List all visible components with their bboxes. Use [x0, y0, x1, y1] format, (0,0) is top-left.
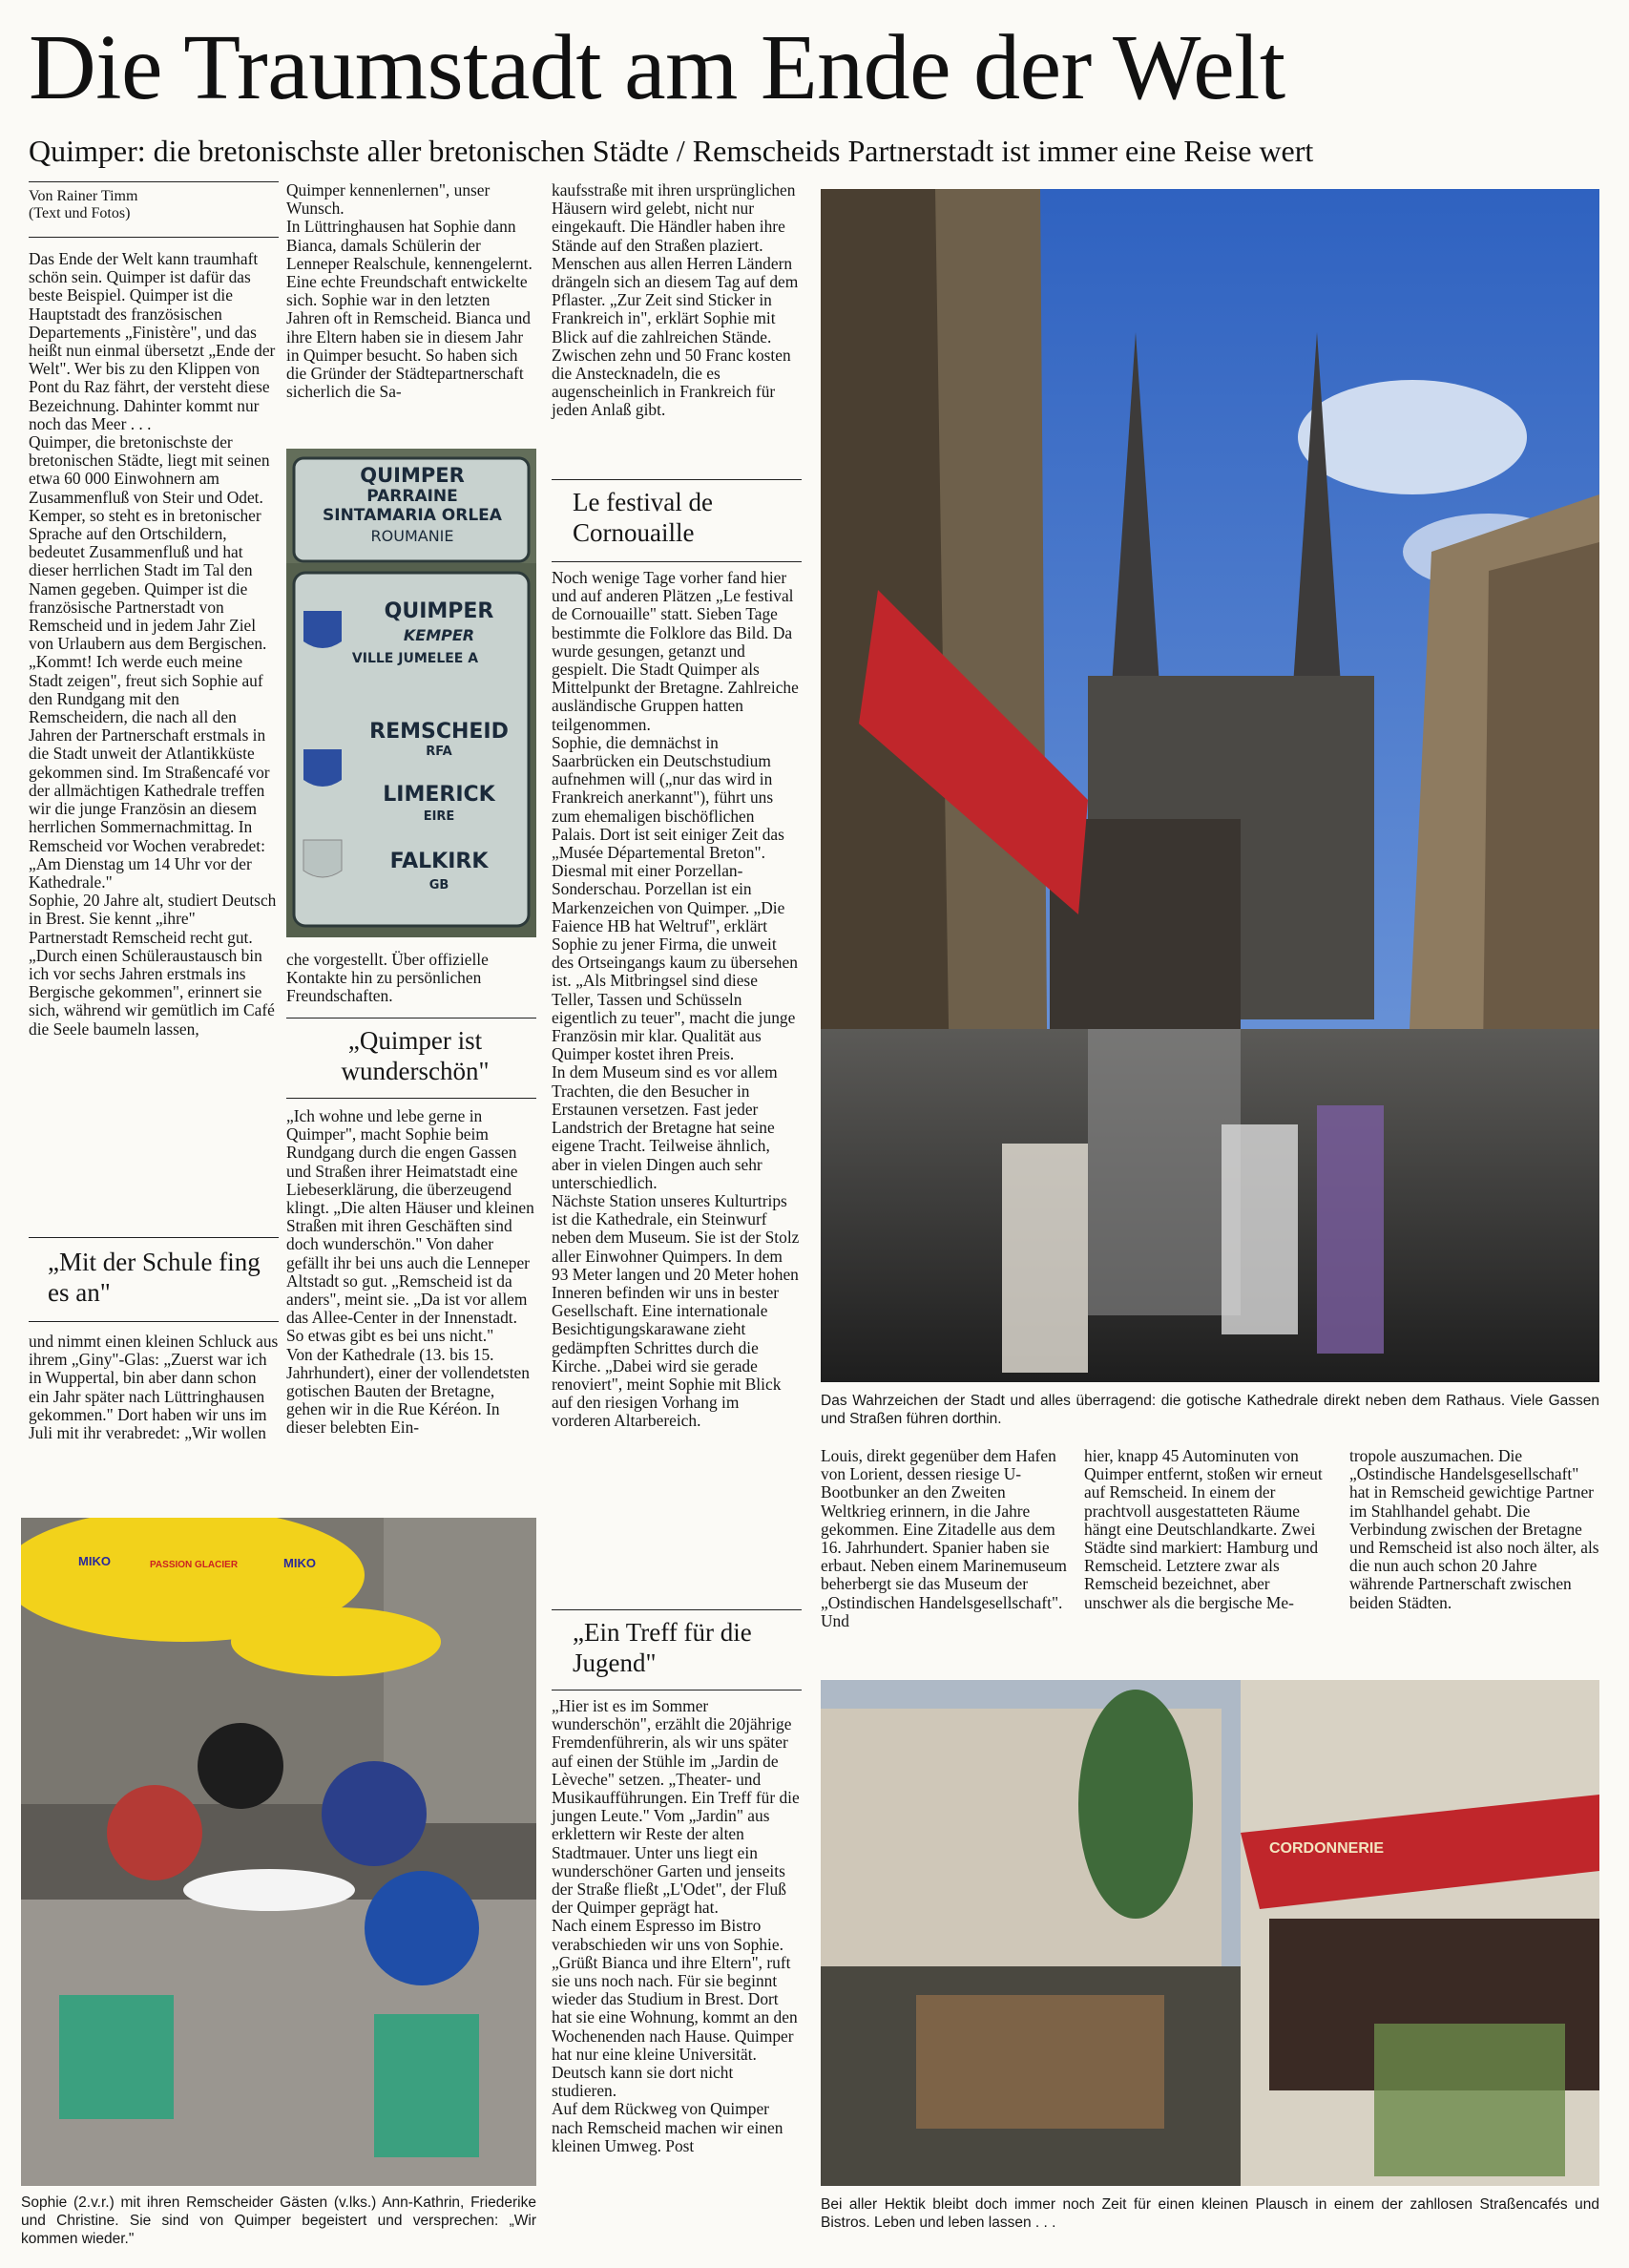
paragraph: In Lüttringhausen hat Sophie dann Bianca, damals Schülerin der Lenneper Realschule, kennengelernt. Eine echte Freundschaft entwickelte sich. Sophie war in den letzten Jahren oft in Remscheid. Bianca und ihre Eltern haben sie in diesem Jahr in Quimper besucht. So haben sich die Gründer der Städtepartnerschaft sicherlich die Sa-	[286, 217, 533, 402]
byline-note: (Text und Fotos)	[29, 205, 131, 221]
byline-rule-top	[29, 181, 279, 182]
sign-text-quimper: QUIMPER	[360, 464, 465, 487]
sign-text-roumanie: ROUMANIE	[370, 527, 454, 545]
paragraph: hier, knapp 45 Autominuten von Quimper entfernt, stoßen wir erneut auf Remscheid. In einem der prachtvoll ausgestatteten Räume hängt eine Deutschlandkarte. Zwei Städte sind markiert: Hamburg und Remscheid. Letztere zwar als Remscheid bezeichnet, aber unschwer als die bergische Me-	[1084, 1446, 1323, 1612]
column-2-bottom	[286, 1107, 536, 1438]
paragraph: „Kommt! Ich werde euch meine Stadt zeigen", freut sich Sophie auf den Rundgang mit den Remscheidern, die nach all den Jahren der Partnerschaft erstmals in die Stadt unweit der Atlantikküste gekommen sind. Im Straßencafé vor der allmächtigen Kathedrale treffen wir die junge Französin an diesem herrlichen Sommernachmittag. In Remscheid vor Wochen verabredet: „Am Dienstag um 14 Uhr vor der Kathedrale."	[29, 652, 270, 892]
shop-sign-cordonnerie: CORDONNERIE	[1269, 1840, 1385, 1857]
paragraph: Sophie, die demnächst in Saarbrücken ein Deutschstudium aufnehmen will („nur das wird in Frankreich anerkannt"), führt uns zum ehemaligen bischöflichen Palais. Dort ist seit einiger Zeit das „Musée Départemental Breton". Diesmal mit einer Porzellan-Sonderschau. Porzellan ist ein Markenzeichen von Quimper. „Die Faience HB hat Weltruf", erklärt Sophie zu jener Firma, die unweit des Ortseingangs kaum zu übersehen ist. „Als Mitbringsel sind diese Teller, Tassen und Schüsseln eigentlich zu teuer", macht die junge Französin mir klar. Qualität aus Quimper kostet ihren Preis.	[552, 732, 798, 1064]
paragraph: Das Ende der Welt kann traumhaft schön sein. Quimper ist dafür das beste Beispiel. Quimper ist die Hauptstadt des französischen Departements „Finistère", und das heißt nun einmal übersetzt „Ende der Welt". Wer bis zu den Klippen von Pont du Raz fährt, der versteht diese Bezeichnung. Dahinter kommt nur noch das Meer . . .	[29, 249, 276, 433]
paragraph: Auf dem Rückweg von Quimper nach Remscheid machen wir einen kleinen Umweg. Post	[552, 2099, 783, 2155]
sign-city-limerick: LIMERICK	[383, 783, 495, 807]
sign-country-rfa: RFA	[426, 745, 452, 759]
section-rule	[29, 1321, 279, 1322]
section-rule	[552, 1609, 802, 1610]
caption-cafe: Sophie (2.v.r.) mit ihren Remscheider Gästen (v.lks.) Ann-Kathrin, Friederike und Christine. Sie sind von Quimper begeistert und versprechen: „Wir kommen wieder."	[21, 2194, 536, 2247]
sign-city-remscheid: REMSCHEID	[369, 720, 509, 744]
paragraph: kaufsstraße mit ihren ursprünglichen Häusern wird gelebt, nicht nur eingekauft. Die Händler haben ihre Stände auf den Straßen plaziert. Menschen aus allen Herren Ländern drängeln sich an diesem Tag auf dem Pflaster. „Zur Zeit sind Sticker in Frankreich in", erklärt Sophie mit Blick auf die zahlreichen Stände. Zwischen zehn und 50 Franc kosten die Anstecknadeln, die es augenscheinlich in Frankreich für jeden Anlaß gibt.	[552, 180, 799, 420]
paragraph: Noch wenige Tage vorher fand hier und auf anderen Plätzen „Le festival de Cornouaille" statt. Sieben Tage bestimmte die Folklore das Bild. Da wurde gesungen, getanzt und gespielt. Die Stadt Quimper als Mittelpunkt der Bretagne. Zahlreiche ausländische Gruppen hatten teilgenommen.	[552, 568, 799, 734]
sign-text-sintamaria: SINTAMARIA ORLEA	[323, 506, 502, 525]
bistro-street-photo	[821, 1680, 1599, 2186]
byline-author: Von Rainer Timm	[29, 188, 138, 204]
paragraph: tropole auszumachen. Die „Ostindische Handelsgesellschaft" hat in Remscheid gewichtige Partner im Stahlhandel gehabt. Die Verbindung zwischen der Bretagne und Remscheid ist also noch älter, als die nun auch schon 20 Jahre währende Partnerschaft zwischen beiden Städten.	[1349, 1446, 1599, 1612]
column-3-top	[552, 181, 802, 420]
sign-country-eire: EIRE	[423, 809, 455, 824]
paragraph: Nach einem Espresso im Bistro verabschieden wir uns von Sophie. „Grüßt Bianca und ihre Eltern", ruft sie uns noch nach. Für sie beginnt wieder das Studium in Brest. Dort hat sie eine Wohnung, kommt an den Wochenenden nach Hause. Quimper hat nur eine kleine Universität. Deutsch kann sie dort nicht studieren.	[552, 1916, 798, 2101]
sign-country-gb: GB	[428, 878, 449, 892]
cafe-group-photo	[21, 1518, 536, 2186]
paragraph: Sophie, 20 Jahre alt, studiert Deutsch in Brest. Sie kennt „ihre" Partnerstadt Remscheid recht gut. „Durch einen Schüleraustausch bin ich vor sechs Jahren erstmals ins Bergische gekommen", erinnert sie sich, während wir gemütlich im Café die Seele baumeln lassen,	[29, 891, 277, 1039]
crosshead-treff: „Ein Treff für die Jugend"	[573, 1618, 752, 1677]
caption-cathedral: Das Wahrzeichen der Stadt und alles überragend: die gotische Kathedrale direkt neben dem Rathaus. Viele Gassen und Straßen führen dorthin.	[821, 1393, 1599, 1427]
column-1	[29, 250, 279, 1039]
headline: Die Traumstadt am Ende der Welt	[29, 16, 1285, 119]
paragraph: und nimmt einen kleinen Schluck aus ihrem „Giny"-Glas: „Zuerst war ich in Wuppertal, bin aber dann schon ein Jahr später nach Lüttringhausen gekommen." Dort haben wir uns im Juli mit ihr verabredet: „Wir wollen	[29, 1332, 279, 1443]
subheadline: Quimper: die bretonischste aller bretonischen Städte / Remscheids Partnerstadt ist immer eine Reise wert	[29, 134, 1314, 168]
column-6	[1349, 1447, 1599, 1612]
crosshead-wunderschoen: „Quimper ist wunderschön"	[341, 1026, 490, 1085]
paragraph: Quimper kennenlernen", unser Wunsch.	[286, 180, 491, 219]
caption-bistro: Bei aller Hektik bleibt doch immer noch Zeit für einen kleinen Plausch in einem der zahllosen Straßencafés und Bistros. Leben und leben lassen . . .	[821, 2196, 1599, 2231]
paragraph: Louis, direkt gegenüber dem Hafen von Lorient, dessen riesige U-Bootbunker an den Zweiten Weltkrieg erinnern, in die Jahre gekommen. Eine Zitadelle aus dem 16. Jahrhundert. Spanier haben sie erbaut. Neben einem Marinemuseum beherbergt sie das Museum der „Ostindischen Handelsgesellschaft". Und	[821, 1446, 1067, 1630]
crosshead-schule: „Mit der Schule fing es an"	[48, 1248, 261, 1307]
sign-city-falkirk: FALKIRK	[389, 850, 489, 873]
column-1-continued	[29, 1333, 279, 1442]
sign-city-quimper: QUIMPER	[384, 599, 494, 623]
town-sign-photo	[286, 449, 536, 937]
umbrella-text-miko-2: MIKO	[283, 1556, 316, 1570]
paragraph: „Hier ist es im Sommer wunderschön", erzählt die 20jährige Fremdenführerin, als wir uns später auf einen der Stühle im „Jardin de Lèveche" setzen. „Theater- und Musikaufführungen. Ein Treff für die jungen Leute." Vom „Jardin" aus erklettern wir Reste der alten Stadtmauer. Unter uns liegt ein wunderschöner Garten und jenseits der Straße fließt „L'Odet", der Fluß der Quimper geprägt hat.	[552, 1696, 800, 1918]
paragraph: Nächste Station unseres Kulturtrips ist die Kathedrale, ein Steinwurf neben dem Museum. Sie ist der Stolz aller Einwohner Quimpers. In dem 93 Meter langen und 20 Meter hohen Inneren befinden wir uns in bester Gesellschaft. Eine internationale Besichtigungskarawane zieht gedämpften Schrittes durch die Kirche. „Dabei wird sie gerade renoviert", meint Sophie mit Blick auf den riesigen Vorhang im vorderen Altarbereich.	[552, 1190, 800, 1431]
umbrella-text-miko: MIKO	[78, 1554, 111, 1568]
crosshead-festival: Le festival de Cornouaille	[573, 488, 713, 547]
paragraph: Quimper, die bretonischste der bretonischen Städte, liegt mit seinen etwa 60 000 Einwohnern am Zusammenfluß von Steir und Odet. Kemper, so steht es in bretonischer Sprache auf den Ortschildern, bedeutet Zusammenfluß und hat dieser herrlichen Stadt im Tal den Namen gegeben. Quimper ist die französische Partnerstadt von Remscheid und in jedem Jahr Ziel von Urlaubern aus dem Bergischen.	[29, 432, 270, 654]
sign-text-parraine: PARRAINE	[366, 487, 458, 506]
paragraph: In dem Museum sind es vor allem Trachten, die den Besucher in Erstaunen versetzen. Fast jeder Landstrich der Bretagne hat seine eigene Tracht. Teilweise ähnlich, aber in vielen Dingen auch sehr unterschiedlich.	[552, 1062, 778, 1192]
paragraph: „Ich wohne und lebe gerne in Quimper", macht Sophie beim Rundgang durch die engen Gassen und Straßen ihrer Heimatstadt eine Liebeserklärung, die überzeugend klingt. „Die alten Häuser und kleinen Straßen mit ihren Geschäften sind doch wunderschön." Von daher gefällt ihr bei uns auch die Lenneper Altstadt so gut. „Remscheid ist da anders", meint sie. „Da ist vor allem das Allee-Center in der Innenstadt. So etwas gibt es bei uns nicht."	[286, 1106, 534, 1346]
paragraph: che vorgestellt. Über offizielle Kontakte hin zu persönlichen Freundschaften.	[286, 950, 489, 1006]
section-rule	[552, 479, 802, 480]
section-rule	[552, 561, 802, 562]
section-rule	[29, 1237, 279, 1238]
cathedral-street-photo	[821, 189, 1599, 1382]
umbrella-text-passion: PASSION GLACIER	[150, 1560, 239, 1570]
column-2-middle	[286, 951, 536, 1006]
column-4	[821, 1447, 1067, 1630]
byline	[29, 188, 279, 222]
column-5	[1084, 1447, 1334, 1612]
sign-jumelee: VILLE JUMELEE A	[351, 651, 479, 666]
column-3-middle	[552, 569, 802, 1431]
sign-city-kemper: KEMPER	[403, 626, 475, 644]
section-rule	[286, 1098, 536, 1099]
byline-rule-bottom	[29, 237, 279, 238]
paragraph: Von der Kathedrale (13. bis 15. Jahrhundert), einer der vollendetsten gotischen Bauten der Bretagne, gehen wir in die Rue Kéréon. In dieser belebten Ein-	[286, 1344, 530, 1438]
column-3-bottom	[552, 1697, 802, 2155]
column-2-top	[286, 181, 536, 401]
